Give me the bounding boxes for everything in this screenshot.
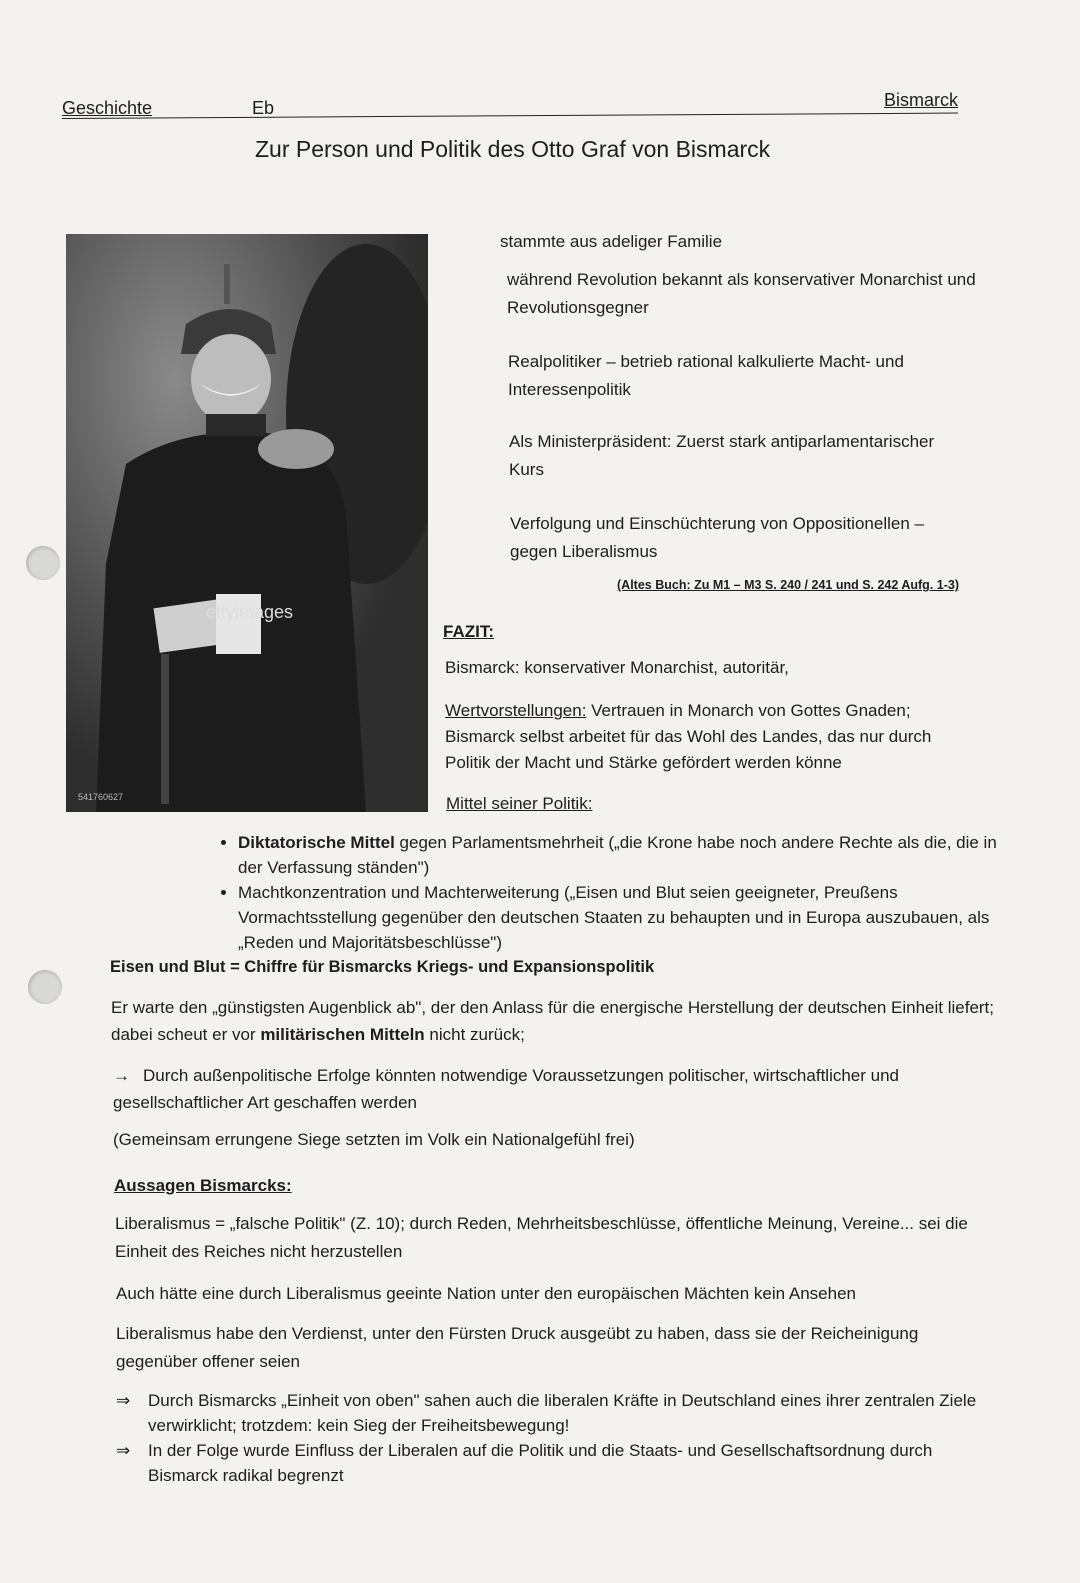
conclusion-item	[116, 1388, 996, 1438]
fazit-heading: FAZIT:	[443, 622, 494, 641]
fact-2: während Revolution bekannt als konservativer Monarchist und Revolutionsgegner	[507, 270, 976, 317]
fazit-values	[445, 698, 965, 776]
book-reference: (Altes Buch: Zu M1 – M3 S. 240 / 241 und S. 242 Aufg. 1-3)	[617, 578, 959, 592]
statements-heading: Aussagen Bismarcks:	[114, 1176, 292, 1195]
double-arrow-icon: ⇒	[116, 1441, 131, 1460]
means-item-bold: Diktatorische Mittel	[238, 833, 395, 852]
means-item	[238, 880, 1018, 955]
means-item	[238, 830, 1018, 880]
arrow-right-icon: →	[113, 1066, 130, 1085]
paragraph-opportunity-bold: militärischen Mitteln	[260, 1025, 425, 1044]
fact-4: Als Ministerpräsident: Zuerst stark antiparlamentarischer Kurs	[509, 432, 935, 479]
fact-1: stammte aus adeliger Familie	[500, 232, 723, 251]
portrait-illustration	[66, 234, 428, 812]
header-teacher: Eb	[252, 98, 275, 118]
double-arrow-icon: ⇒	[116, 1391, 131, 1410]
foreign-policy-line	[113, 1062, 973, 1116]
fact-5: Verfolgung und Einschüchterung von Oppositionellen – gegen Liberalismus	[510, 514, 924, 561]
iron-blood-line: Eisen und Blut = Chiffre für Bismarcks Kriegs- und Expansionspolitik	[110, 958, 655, 976]
paragraph-opportunity-text: Er warte den „günstigsten Augenblick ab", der den Anlass für die energische Herstellung der deutschen Einheit liefert; dabei scheut er vor	[111, 998, 995, 1044]
national-feeling-line: (Gemeinsam errungene Siege setzten im Volk ein Nationalgefühl frei)	[113, 1130, 635, 1149]
paragraph-opportunity	[111, 994, 1011, 1048]
means-item-text: Machtkonzentration und Machterweiterung („Eisen und Blut seien geeigneter, Preußens Vormachtsstellung gegenüber den deutschen Staaten zu behaupten und in Europa auszubauen, als „Reden und Majoritätsbeschlüsse")	[238, 883, 990, 952]
page-title: Zur Person und Politik des Otto Graf von Bismarck	[255, 136, 771, 162]
punch-hole-bottom	[28, 970, 62, 1004]
statement-item: Liberalismus habe den Verdienst, unter den Fürsten Druck ausgeübt zu haben, dass sie der Reicheinigung gegenüber offener seien	[116, 1324, 919, 1371]
means-item-text: gegen Parlamentsmehrheit („die Krone habe noch andere Rechte als die, die in der Verfassung ständen")	[238, 833, 997, 877]
paragraph-opportunity-end: nicht zurück;	[424, 1025, 525, 1044]
conclusion-text: In der Folge wurde Einfluss der Liberalen auf die Politik und die Staats- und Gesellschaftsordnung durch Bismarck radikal begrenzt	[148, 1441, 933, 1485]
fact-3: Realpolitiker – betrieb rational kalkulierte Macht- und Interessenpolitik	[508, 352, 904, 399]
conclusion-item	[116, 1438, 996, 1488]
header-rule	[62, 113, 958, 119]
fazit-summary: Bismarck: konservativer Monarchist, autoritär,	[445, 658, 789, 677]
foreign-policy-text: Durch außenpolitische Erfolge könnten notwendige Voraussetzungen politischer, wirtschaftlicher und gesellschaftlicher Art geschaffen werden	[113, 1066, 900, 1112]
statement-item: Liberalismus = „falsche Politik" (Z. 10); durch Reden, Mehrheitsbeschlüsse, öffentliche Meinung, Vereine... sei die Einheit des Reiches nicht herzustellen	[115, 1214, 968, 1261]
values-text: Vertrauen in Monarch von Gottes Gnaden; Bismarck selbst arbeitet für das Wohl des Landes, das nur durch Politik der Macht und Stärke gefördert werden könne	[445, 701, 932, 772]
bismarck-portrait	[66, 234, 428, 812]
photo-watermark: ettyimages	[206, 602, 294, 622]
means-list	[210, 830, 1018, 955]
means-heading: Mittel seiner Politik:	[446, 794, 593, 813]
header-topic: Bismarck	[884, 90, 959, 110]
values-label: Wertvorstellungen:	[445, 701, 587, 720]
punch-hole-top	[26, 546, 60, 580]
photo-id: 541760627	[78, 792, 124, 802]
conclusion-text: Durch Bismarcks „Einheit von oben" sahen auch die liberalen Kräfte in Deutschland eines ihrer zentralen Ziele verwirklicht; trotzdem: kein Sieg der Freiheitsbewegung!	[148, 1391, 977, 1435]
header-subject: Geschichte	[62, 98, 153, 118]
statement-item: Auch hätte eine durch Liberalismus geeinte Nation unter den europäischen Mächten kein Ansehen	[116, 1284, 856, 1303]
